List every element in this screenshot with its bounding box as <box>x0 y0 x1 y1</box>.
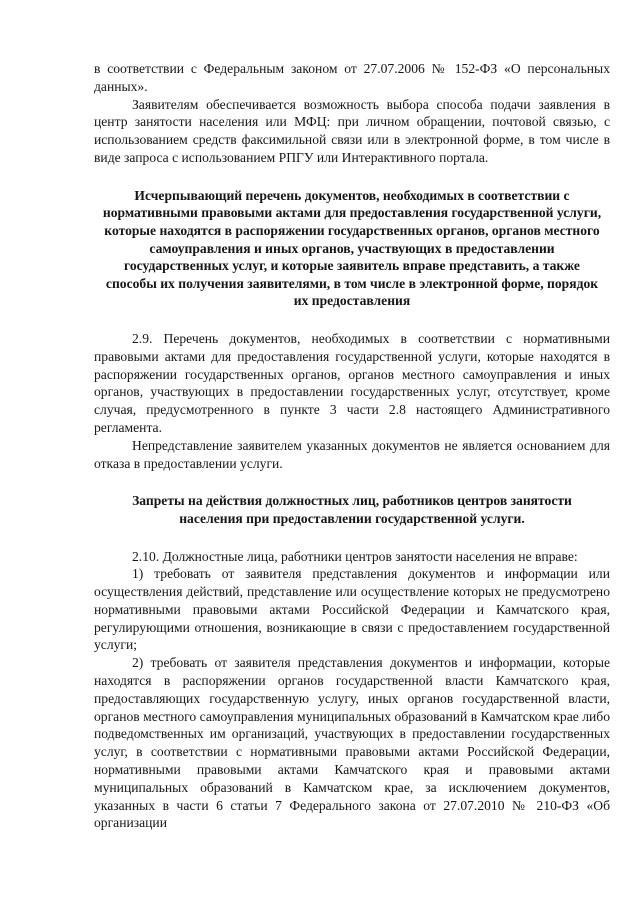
paragraph-2-9: 2.9. Перечень документов, необходимых в соответствии с нормативными правовыми актами для предоставления государственной услуги, которые находятся в распоряжении государственных органов, органов местного самоуправления и иных органов, участвующих в предоставлении государственных услуг, отсутствует, кроме случая, предусмотренного в пункте 3 части 2.8 настоящего Административного регламента. <box>94 330 610 435</box>
paragraph-2-10: 2.10. Должностные лица, работники центров занятости населения не вправе: <box>132 548 578 564</box>
document-page <box>94 60 610 832</box>
list-item-1: 1) требовать от заявителя представления документов и информации или осуществления действий, представление или осуществление которых не предусмотрено нормативными правовыми актами Российской Федерации и Камчатского края, регулирующими отношения, возникающие в связи с предоставлением государственной услуги; <box>94 566 610 653</box>
paragraph-nonsubmission: Непредставление заявителем указанных документов не является основанием для отказа в предоставлении услуги. <box>94 437 610 471</box>
paragraph-applicants: Заявителям обеспечивается возможность выбора способа подачи заявления в центр занятости населения или МФЦ: при личном обращении, почтовой связью, с использованием средств факсимильной связи или в электронной форме, в том числе в виде запроса с использованием РПГУ или Интерактивного портала. <box>94 96 610 165</box>
section-heading-documents: Исчерпывающий перечень документов, необходимых в соответствии с нормативными правовыми актами для предоставления государственной услуги, которые находятся в распоряжении государственных органов, органов местного самоуправления и иных органов, участвующих в предоставлении государственных услуг, и которые заявитель вправе представить, а также способы их получения заявителями, в том числе в электронной форме, порядок их предоставления <box>102 187 602 309</box>
paragraph-continued: в соответствии с Федеральным законом от 27.07.2006 № 152-ФЗ «О персональных данных». <box>94 61 610 94</box>
section-heading-prohibitions: Запреты на действия должностных лиц, работников центров занятости населения при предоставлении государственной услуги. <box>132 493 572 526</box>
list-item-2: 2) требовать от заявителя представления документов и информации, которые находятся в распоряжении органов государственной власти Камчатского края, предоставляющих государственную услугу, иных органов государственной власти, органов местного самоуправления муниципальных образований в Камчатском крае либо подведомственных им организаций, участвующих в предоставлении государственных услуг, в соответствии с нормативными правовыми актами Российской Федерации, нормативными правовыми актами Камчатского края и правовыми актами муниципальных образований в Камчатском крае, за исключением документов, указанных в части 6 статьи 7 Федерального закона от 27.07.2010 № 210-ФЗ «Об организации <box>94 655 610 831</box>
